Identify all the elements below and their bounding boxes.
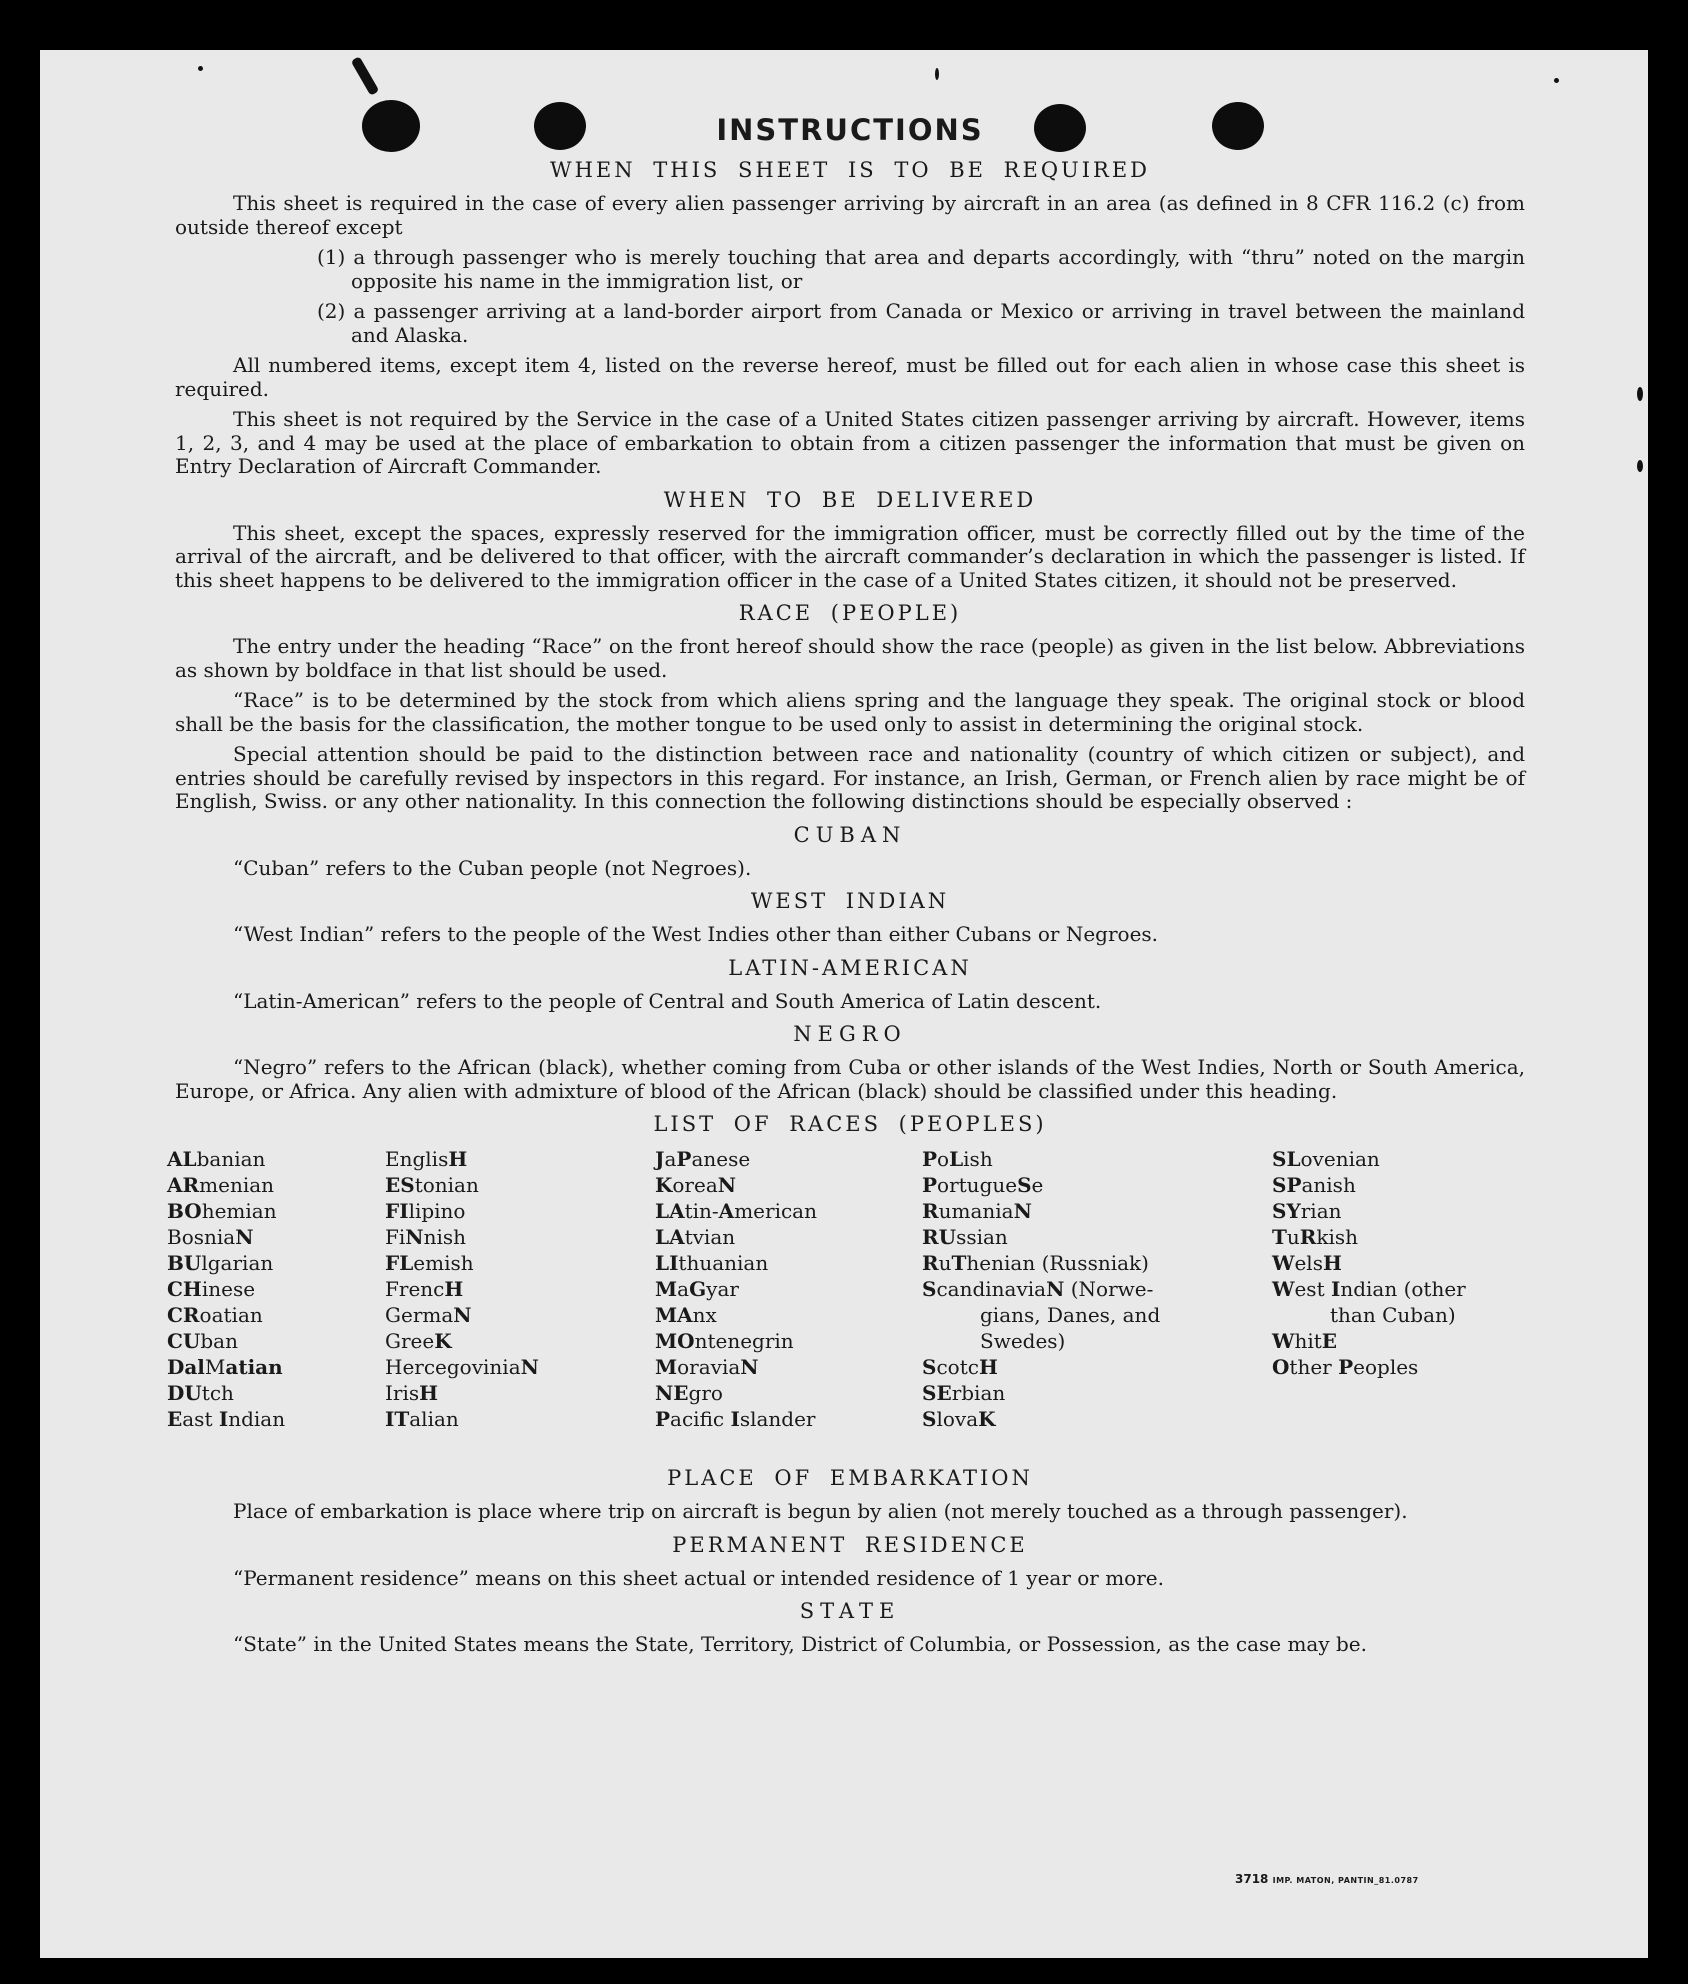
race-text: Englis: [385, 1147, 449, 1171]
race-abbreviation: K: [655, 1173, 673, 1197]
race-abbreviation: atian: [225, 1355, 283, 1379]
race-entry: [655, 1224, 817, 1250]
race-text: merican: [734, 1199, 817, 1223]
speck: [1637, 460, 1643, 472]
race-entry: [655, 1354, 817, 1380]
race-entry: [167, 1302, 285, 1328]
race-abbreviation: P: [922, 1173, 938, 1197]
race-abbreviation: P: [676, 1147, 692, 1171]
race-abbreviation: FI: [385, 1199, 409, 1223]
race-entry: [385, 1250, 539, 1276]
race-entry: [167, 1172, 285, 1198]
section-heading-embarkation: PLACE OF EMBARKATION: [667, 1466, 1033, 1490]
race-text: ovenian: [1300, 1147, 1380, 1171]
race-entry: [922, 1328, 1160, 1354]
race-abbreviation: AR: [167, 1173, 200, 1197]
race-abbreviation: NE: [655, 1381, 689, 1405]
race-text: thuanian: [678, 1251, 769, 1275]
document-body: [167, 110, 1525, 1664]
race-text: gro: [688, 1381, 723, 1405]
race-abbreviation: AL: [167, 1147, 197, 1171]
race-abbreviation: W: [1272, 1251, 1295, 1275]
race-text: candinavia: [936, 1277, 1047, 1301]
paragraph: “Negro” refers to the African (black), whether coming from Cuba or other islands of the West Indies, North or South America, Europe, or Africa. Any alien with admixture of blood of the African (black) should be classified under this heading.: [175, 1055, 1525, 1103]
race-text: ban: [200, 1329, 238, 1353]
race-abbreviation: I: [218, 1407, 229, 1431]
race-text: emish: [413, 1251, 474, 1275]
speck: [1637, 387, 1643, 401]
races-list: [167, 1146, 1525, 1458]
race-text: eoples: [1353, 1355, 1419, 1379]
race-text: u: [1286, 1225, 1300, 1249]
race-text: inese: [201, 1277, 256, 1301]
race-abbreviation: SL: [1272, 1147, 1301, 1171]
race-text: Hercegovinia: [385, 1355, 521, 1379]
section-heading-race: RACE (PEOPLE): [738, 601, 962, 625]
race-entry: [385, 1146, 539, 1172]
section-heading-negro: NEGRO: [793, 1022, 907, 1046]
paragraph: “Latin-American” refers to the people of Central and South America of Latin descent.: [233, 988, 1102, 1013]
race-text: M: [204, 1355, 226, 1379]
race-abbreviation: DU: [167, 1381, 202, 1405]
race-abbreviation: MO: [655, 1329, 695, 1353]
section-heading-required: WHEN THIS SHEET IS TO BE REQUIRED: [549, 158, 1151, 182]
race-text: o: [937, 1147, 950, 1171]
race-entry: [385, 1172, 539, 1198]
race-entry: [1272, 1250, 1466, 1276]
race-entry: [385, 1380, 539, 1406]
race-abbreviation: S: [922, 1277, 937, 1301]
race-abbreviation: N: [1013, 1199, 1032, 1223]
race-entry: [922, 1354, 1160, 1380]
race-abbreviation: N: [520, 1355, 539, 1379]
race-entry: [922, 1380, 1160, 1406]
race-abbreviation: P: [655, 1407, 671, 1431]
imprint-text: IMP. MATON, PANTIN_81.0787: [1272, 1876, 1419, 1885]
race-abbreviation: O: [1272, 1355, 1290, 1379]
race-abbreviation: H: [1322, 1251, 1342, 1275]
race-text: Germa: [385, 1303, 454, 1327]
race-abbreviation: A: [718, 1199, 735, 1223]
race-entry: [922, 1276, 1160, 1302]
race-abbreviation: S: [922, 1355, 937, 1379]
race-text: acific: [670, 1407, 731, 1431]
paragraph: “Permanent residence” means on this sheet actual or intended residence of 1 year or more.: [233, 1565, 1164, 1590]
race-abbreviation: LA: [655, 1225, 685, 1249]
race-abbreviation: T: [1272, 1225, 1287, 1249]
race-abbreviation: R: [922, 1199, 939, 1223]
race-text: ndian: [228, 1407, 286, 1431]
race-abbreviation: RU: [922, 1225, 957, 1249]
race-text: Frenc: [385, 1277, 445, 1301]
race-abbreviation: E: [167, 1407, 183, 1431]
race-text: ntenegrin: [694, 1329, 794, 1353]
paragraph: “West Indian” refers to the people of the West Indies other than either Cubans or Negroes.: [233, 922, 1159, 946]
race-abbreviation: P: [922, 1147, 938, 1171]
race-entry: [167, 1146, 285, 1172]
race-text: gians, Danes, and: [980, 1303, 1161, 1327]
race-abbreviation: K: [434, 1329, 452, 1353]
printer-imprint: [1235, 1872, 1419, 1886]
race-entry: [167, 1406, 285, 1432]
race-abbreviation: S: [922, 1407, 937, 1431]
race-text: lova: [936, 1407, 979, 1431]
race-abbreviation: H: [444, 1277, 464, 1301]
race-abbreviation: J: [655, 1147, 665, 1171]
race-entry: [167, 1380, 285, 1406]
section-heading-state: STATE: [799, 1599, 901, 1623]
race-text: Iris: [385, 1381, 420, 1405]
race-entry: [1272, 1302, 1466, 1328]
race-abbreviation: E: [1321, 1329, 1338, 1353]
race-entry: [655, 1198, 817, 1224]
race-entry: [385, 1328, 539, 1354]
race-text: tvian: [684, 1225, 736, 1249]
race-text: Gree: [385, 1329, 435, 1353]
race-text: tch: [201, 1381, 234, 1405]
races-column: [167, 1146, 285, 1432]
race-text: kish: [1316, 1225, 1359, 1249]
race-text: tin-: [684, 1199, 719, 1223]
speck: [198, 66, 203, 71]
race-text: lgarian: [201, 1251, 274, 1275]
race-text: rbian: [951, 1381, 1006, 1405]
race-entry: [1272, 1328, 1466, 1354]
paragraph: The entry under the heading “Race” on the front hereof should show the race (people) as given in the list below. Abbreviations as shown by boldface in that list should be used.: [175, 634, 1525, 682]
race-abbreviation: M: [655, 1355, 678, 1379]
race-entry: [167, 1354, 285, 1380]
race-entry: [655, 1328, 817, 1354]
race-text: u: [938, 1251, 952, 1275]
race-entry: [655, 1406, 817, 1432]
section-heading-list-of-races: LIST OF RACES (PEOPLES): [653, 1112, 1047, 1136]
paragraph: This sheet is required in the case of every alien passenger arriving by aircraft in an area (as defined in 8 CFR 116.2 (c) from outside thereof except: [175, 191, 1525, 239]
list-item: (2) a passenger arriving at a land-border airport from Canada or Mexico or arriving in travel between the mainland and Alaska.: [317, 299, 1525, 347]
race-text: orea: [672, 1173, 718, 1197]
race-abbreviation: N: [717, 1173, 737, 1197]
race-abbreviation: N: [453, 1303, 472, 1327]
race-abbreviation: H: [978, 1355, 998, 1379]
speck: [351, 56, 380, 96]
race-text: yar: [706, 1277, 739, 1301]
race-entry: [922, 1198, 1160, 1224]
race-entry: [655, 1380, 817, 1406]
race-text: alian: [409, 1407, 459, 1431]
races-column: [1272, 1146, 1466, 1380]
race-entry: [167, 1198, 285, 1224]
race-entry: [922, 1146, 1160, 1172]
section-heading-cuban: CUBAN: [793, 822, 907, 847]
paragraph: “State” in the United States means the State, Territory, District of Columbia, or Possession, as the case may be.: [233, 1632, 1367, 1656]
race-abbreviation: T: [951, 1251, 967, 1275]
paragraph: This sheet is not required by the Service in the case of a United States citizen passenger arriving by aircraft. However, items 1, 2, 3, and 4 may be used at the place of embarkation to obtain from a citizen passenger the information that must be given on Entry Declaration of Aircraft Commander.: [175, 407, 1525, 478]
race-text: ish: [963, 1147, 993, 1171]
form-number: 3718: [1235, 1872, 1269, 1886]
race-abbreviation: CH: [167, 1277, 202, 1301]
races-column: [922, 1146, 1160, 1432]
race-abbreviation: N: [235, 1225, 254, 1249]
race-abbreviation: S: [1017, 1173, 1032, 1197]
race-entry: [1272, 1276, 1466, 1302]
speck: [935, 68, 939, 80]
race-entry: [385, 1302, 539, 1328]
race-abbreviation: SP: [1272, 1173, 1302, 1197]
race-abbreviation: L: [949, 1147, 964, 1171]
race-text: a: [677, 1277, 690, 1301]
race-text: ssian: [956, 1225, 1008, 1249]
race-entry: [1272, 1146, 1466, 1172]
race-abbreviation: G: [689, 1277, 707, 1301]
race-entry: [385, 1406, 539, 1432]
race-text: henian (Russniak): [966, 1251, 1149, 1275]
paragraph: All numbered items, except item 4, listed on the reverse hereof, must be filled out for each alien in whose case this sheet is required.: [175, 353, 1525, 401]
race-entry: [385, 1354, 539, 1380]
race-entry: [655, 1302, 817, 1328]
race-entry: [167, 1276, 285, 1302]
race-entry: [922, 1172, 1160, 1198]
race-text: anese: [691, 1147, 751, 1171]
race-abbreviation: MA: [655, 1303, 693, 1327]
paragraph: Place of embarkation is place where trip on aircraft is begun by alien (not merely touched as a through passenger).: [233, 1499, 1408, 1523]
race-entry: [167, 1224, 285, 1250]
section-heading-delivered: WHEN TO BE DELIVERED: [663, 487, 1037, 512]
races-column: [385, 1146, 539, 1432]
race-text: oatian: [199, 1303, 263, 1327]
race-text: e: [1031, 1173, 1044, 1197]
race-text: a: [664, 1147, 677, 1171]
race-abbreviation: SY: [1272, 1199, 1301, 1223]
race-text: than Cuban): [1330, 1303, 1456, 1327]
race-text: Swedes): [980, 1329, 1066, 1353]
race-abbreviation: M: [655, 1277, 678, 1301]
race-text: (Norwe-: [1064, 1277, 1154, 1301]
race-abbreviation: I: [730, 1407, 740, 1431]
race-abbreviation: K: [978, 1407, 996, 1431]
race-entry: [922, 1302, 1160, 1328]
race-text: banian: [196, 1147, 266, 1171]
race-text: est: [1294, 1277, 1331, 1301]
section-heading-latin-american: LATIN-AMERICAN: [728, 955, 972, 980]
race-abbreviation: W: [1272, 1329, 1295, 1353]
race-entry: [922, 1250, 1160, 1276]
race-text: ndian (other: [1340, 1277, 1466, 1301]
race-text: Bosnia: [167, 1225, 236, 1249]
race-abbreviation: Dal: [167, 1355, 205, 1379]
race-abbreviation: N: [1046, 1277, 1065, 1301]
race-abbreviation: LA: [655, 1199, 685, 1223]
race-text: hemian: [201, 1199, 277, 1223]
section-heading-residence: PERMANENT RESIDENCE: [672, 1532, 1028, 1557]
paragraph: “Race” is to be determined by the stock from which aliens spring and the language they speak. The original stock or blood shall be the basis for the classification, the mother tongue to be used only to assist in determining the original stock.: [175, 688, 1525, 736]
race-text: rian: [1300, 1199, 1342, 1223]
race-entry: [1272, 1354, 1466, 1380]
race-abbreviation: SE: [922, 1381, 952, 1405]
speck: [1554, 78, 1559, 83]
paragraph: “Cuban” refers to the Cuban people (not Negroes).: [233, 855, 752, 880]
race-text: nish: [423, 1225, 466, 1249]
race-abbreviation: N: [740, 1355, 759, 1379]
document-sheet: [40, 50, 1648, 1958]
race-text: ortugue: [937, 1173, 1018, 1197]
race-text: menian: [199, 1173, 275, 1197]
list-item: (1) a through passenger who is merely touching that area and departs accordingly, with “thru” noted on the margin opposite his name in the immigration list, or: [317, 245, 1525, 293]
section-heading-west-indian: WEST INDIAN: [750, 889, 950, 913]
race-entry: [922, 1224, 1160, 1250]
race-text: lipino: [408, 1199, 466, 1223]
race-entry: [655, 1250, 817, 1276]
race-abbreviation: I: [1330, 1277, 1341, 1301]
race-entry: [1272, 1172, 1466, 1198]
race-text: Fi: [385, 1225, 406, 1249]
paragraph: Special attention should be paid to the distinction between race and nationality (country of which citizen or subject), and entries should be carefully revised by inspectors in this regard. For instance, an Irish, German, or French alien by race might be of English, Swiss. or any other nationality. In this connection the following distinctions should be especially observed :: [175, 742, 1525, 813]
race-abbreviation: BO: [167, 1199, 202, 1223]
race-text: cotc: [936, 1355, 979, 1379]
race-entry: [1272, 1224, 1466, 1250]
race-abbreviation: FL: [385, 1251, 414, 1275]
race-text: anish: [1301, 1173, 1356, 1197]
page-title: INSTRUCTIONS: [716, 113, 984, 147]
race-entry: [655, 1276, 817, 1302]
race-abbreviation: R: [922, 1251, 939, 1275]
race-abbreviation: H: [419, 1381, 439, 1405]
races-column: [655, 1146, 817, 1432]
race-abbreviation: IT: [385, 1407, 410, 1431]
race-text: nx: [692, 1303, 717, 1327]
race-abbreviation: CU: [167, 1329, 201, 1353]
race-text: slander: [739, 1407, 816, 1431]
race-text: oravia: [677, 1355, 741, 1379]
race-text: ther: [1289, 1355, 1339, 1379]
race-abbreviation: R: [1299, 1225, 1317, 1249]
race-entry: [385, 1276, 539, 1302]
race-entry: [385, 1198, 539, 1224]
race-entry: [922, 1406, 1160, 1432]
race-entry: [167, 1250, 285, 1276]
race-text: els: [1294, 1251, 1323, 1275]
race-text: tonian: [414, 1173, 479, 1197]
race-abbreviation: P: [1338, 1355, 1354, 1379]
race-text: ast: [182, 1407, 219, 1431]
race-text: hit: [1294, 1329, 1322, 1353]
race-entry: [655, 1146, 817, 1172]
race-entry: [385, 1224, 539, 1250]
paragraph: This sheet, except the spaces, expressly reserved for the immigration officer, must be correctly filled out by the time of the arrival of the aircraft, and be delivered to that officer, with the aircraft commander’s declaration in which the passenger is listed. If this sheet happens to be delivered to the immigration officer in the case of a United States citizen, it should not be preserved.: [175, 520, 1525, 592]
race-abbreviation: ES: [385, 1173, 415, 1197]
race-entry: [655, 1172, 817, 1198]
race-text: umania: [938, 1199, 1014, 1223]
race-entry: [167, 1328, 285, 1354]
race-abbreviation: LI: [655, 1251, 679, 1275]
race-abbreviation: CR: [167, 1303, 200, 1327]
race-entry: [1272, 1198, 1466, 1224]
race-abbreviation: H: [448, 1147, 468, 1171]
race-abbreviation: N: [405, 1225, 424, 1249]
race-abbreviation: W: [1272, 1277, 1295, 1301]
race-abbreviation: BU: [167, 1251, 202, 1275]
